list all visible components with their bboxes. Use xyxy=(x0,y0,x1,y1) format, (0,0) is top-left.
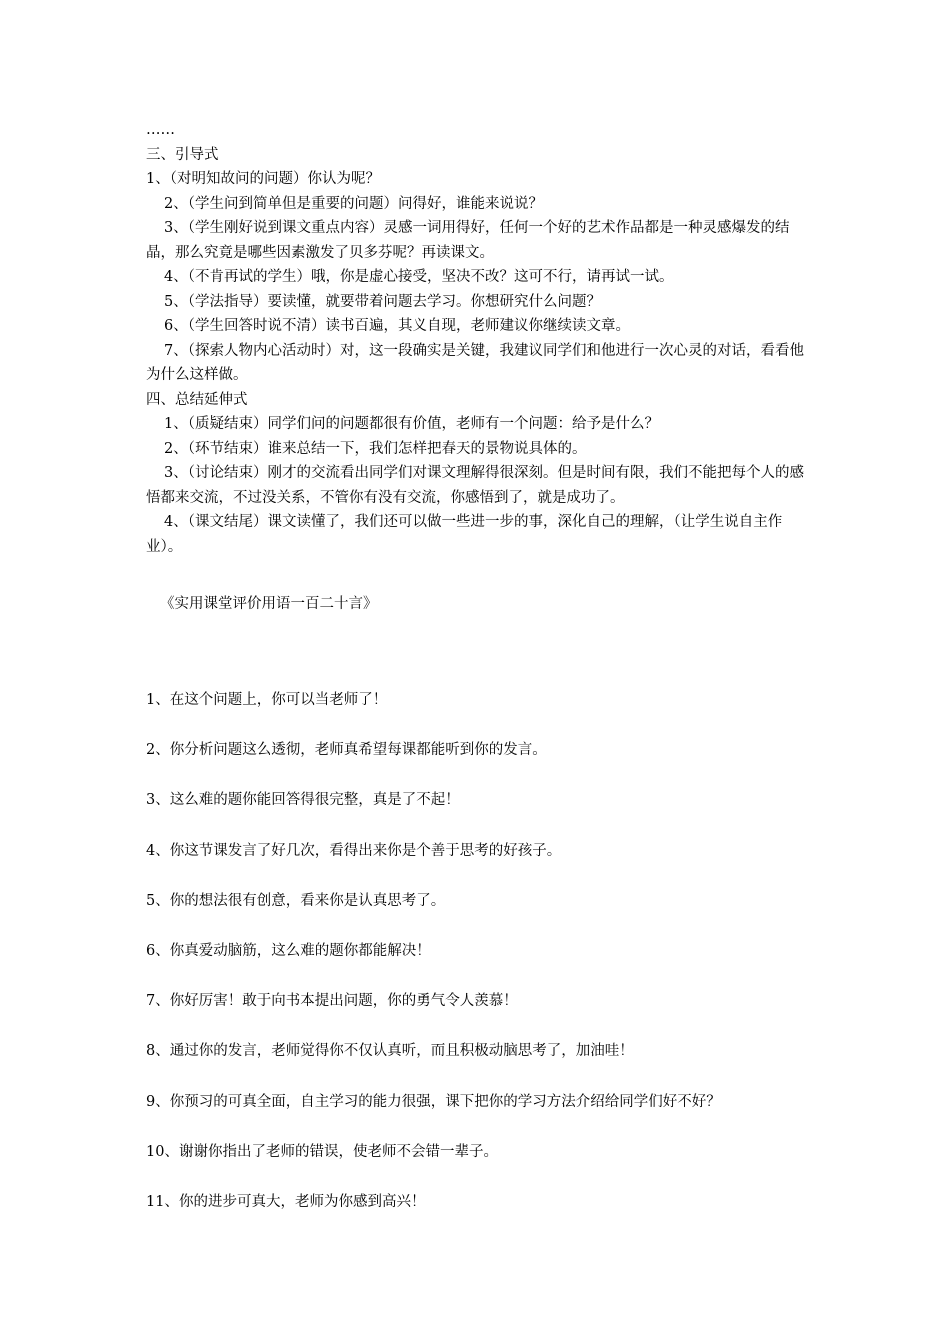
ellipsis: …… xyxy=(146,122,175,138)
section-3-item: 2、（学生问到简单但是重要的问题）问得好，谁能来说说？ xyxy=(164,195,543,212)
section-3-item: 1、（对明知故问的问题）你认为呢？ xyxy=(146,171,380,187)
section-4-item: 3、（讨论结束）刚才的交流看出同学们对课文理解得很深刻。但是时间有限，我们不能把每个人的感悟都来交流，不过没关系，不管你有没有交流，你感悟到了，就是成功了。 xyxy=(146,465,804,506)
section-4-item: 1、（质疑结束）同学们问的问题都很有价值，老师有一个问题：给予是什么？ xyxy=(164,416,659,432)
book-title: 《实用课堂评价用语一百二十言》 xyxy=(160,596,378,612)
list-item: 10、谢谢你指出了老师的错误，使老师不会错一辈子。 xyxy=(146,1143,498,1160)
section-4-item: 4、（课文结尾）课文读懂了，我们还可以做一些进一步的事，深化自己的理解，（让学生说自主作业）。 xyxy=(146,514,783,555)
section-4-item: 2、（环节结束）谁来总结一下，我们怎样把春天的景物说具体的。 xyxy=(164,440,587,457)
list-item: 4、你这节课发言了好几次，看得出来你是个善于思考的好孩子。 xyxy=(146,842,562,859)
section-3-item: 3、（学生刚好说到课文重点内容）灵感一词用得好，任何一个好的艺术作品都是一种灵感爆发的结晶，那么究竟是哪些因素激发了贝多芬呢？再读课文。 xyxy=(146,220,790,261)
list-item: 7、你好厉害！敢于向书本提出问题，你的勇气令人羡慕！ xyxy=(146,993,518,1010)
list-item: 11、你的进步可真大，老师为你感到高兴！ xyxy=(146,1193,426,1210)
section-3-item: 5、（学法指导）要读懂，就要带着问题去学习。你想研究什么问题？ xyxy=(164,293,601,310)
list-item: 9、你预习的可真全面，自主学习的能力很强，课下把你的学习方法介绍给同学们好不好？ xyxy=(146,1093,721,1110)
list-item: 6、你真爱动脑筋，这么难的题你都能解决！ xyxy=(146,942,431,959)
list-item: 3、这么难的题你能回答得很完整，真是了不起！ xyxy=(146,792,460,809)
section-3-item: 4、（不肯再试的学生）哦，你是虚心接受，坚决不改？这可不行，请再试一试。 xyxy=(164,269,674,285)
section-3-item: 7、（探索人物内心活动时）对，这一段确实是关键，我建议同学们和他进行一次心灵的对话，看看他为什么这样做。 xyxy=(146,342,804,383)
section-4-heading: 四、总结延伸式 xyxy=(146,391,248,408)
upper-text-block xyxy=(146,118,810,559)
quote-list xyxy=(146,688,826,1240)
list-item: 8、通过你的发言，老师觉得你不仅认真听，而且积极动脑思考了，加油哇！ xyxy=(146,1043,634,1060)
section-3-item: 6、（学生回答时说不清）读书百遍，其义自现，老师建议你继续读文章。 xyxy=(164,318,630,334)
list-item: 2、你分析问题这么透彻，老师真希望每课都能听到你的发言。 xyxy=(146,742,547,759)
list-item: 1、在这个问题上，你可以当老师了！ xyxy=(146,692,388,708)
section-3-heading: 三、引导式 xyxy=(146,146,219,163)
list-item: 5、你的想法很有创意，看来你是认真思考了。 xyxy=(146,892,446,909)
